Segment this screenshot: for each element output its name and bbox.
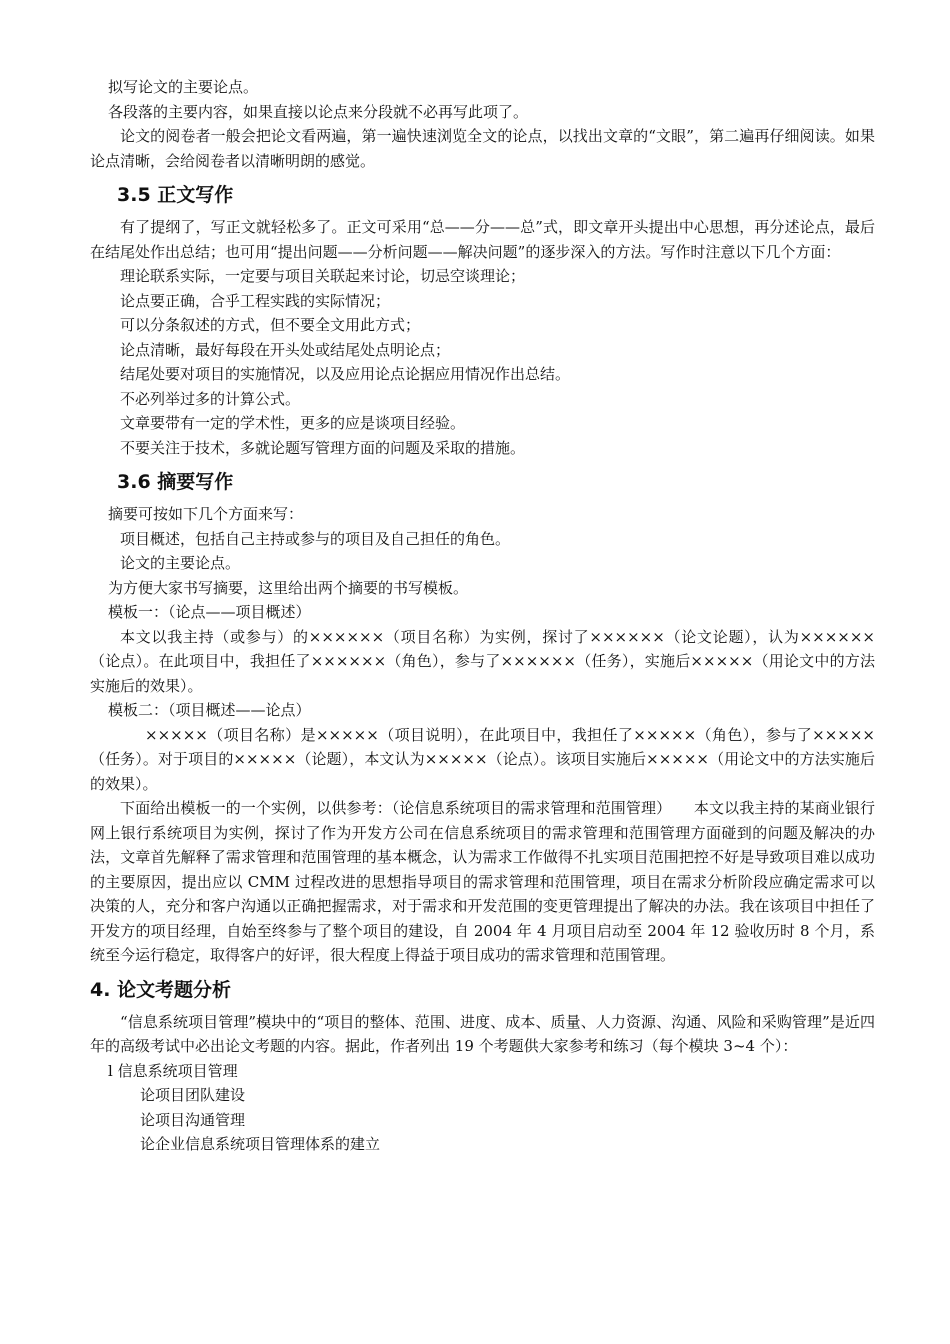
paragraph: 论文的阅卷者一般会把论文看两遍，第一遍快速浏览全文的论点，以找出文章的“文眼”，第二遍再仔细阅读。如果论点清晰，会给阅卷者以清晰明朗的感觉。 (90, 127, 875, 170)
list-item: 论项目沟通管理 (140, 1110, 246, 1129)
list-item: 不必列举过多的计算公式。 (120, 389, 301, 408)
list-item: 结尾处要对项目的实施情况，以及应用论点论据应用情况作出总结。 (120, 365, 571, 383)
section-heading-3-6: 3.6 摘要写作 (117, 471, 234, 493)
section-heading-3-5: 3.5 正文写作 (117, 184, 234, 206)
example-paragraph: 下面给出模板一的一个实例，以供参考：（论信息系统项目的需求管理和范围管理） 本文以我主持的某商业银行网上银行系统项目为实例，探讨了作为开发方公司在信息系统项目的需求管理和范围管理方面碰到的问题及解决的办法，文章首先解释了需求管理和范围管理的基本概念，认为需求工作做得不扎实项目范围把控不好是导致项目难以成功的主要原因，提出应以 CMM 过程改进的思想指导项目的需求管理和范围管理，项目在需求分析阶段应确定需求可以决策的人，充分和客户沟通以正确把握需求，对于需求和开发范围的变更管理提出了解决的办法。我在该项目中担任了开发方的项目经理，自始至终参与了整个项目的建设，自 2004 年 4 月项目启动至 2004 年 12 验收历时 8 个月，系统至今运行稳定，取得客户的好评，很大程度上得益于项目成功的需求管理和范围管理。 (90, 799, 875, 964)
list-item: 论点要正确，合乎工程实践的实际情况； (120, 291, 391, 310)
paragraph: 摘要可按如下几个方面来写： (108, 505, 304, 523)
document-body (90, 75, 875, 1157)
list-item: 论企业信息系统项目管理体系的建立 (140, 1135, 381, 1153)
template-body: ×××××（项目名称）是×××××（项目说明），在此项目中，我担任了×××××（角色），参与了×××××（任务）。对于项目的×××××（论题），本文认为×××××（论点）。该项目实施后×××××（用论文中的方法实施后的效果）。 (90, 725, 875, 793)
paragraph: 为方便大家书写摘要，这里给出两个摘要的书写模板。 (108, 578, 469, 597)
list-item: 项目概述，包括自己主持或参与的项目及自己担任的角色。 (120, 529, 511, 548)
paragraph: “信息系统项目管理”模块中的“项目的整体、范围、进度、成本、质量、人力资源、沟通、风险和采购管理”是近四年的高级考试中必出论文考题的内容。据此，作者列出 19 个考题供大家参考和练习（每个模块 3~4 个）： (90, 1012, 875, 1055)
template-body: 本文以我主持（或参与）的××××××（项目名称）为实例，探讨了××××××（论文论题），认为××××××（论点）。在此项目中，我担任了××××××（角色），参与了××××××（任务），实施后×××××（用论文中的方法实施后的效果）。 (90, 627, 875, 695)
list-item: 论项目团队建设 (140, 1086, 246, 1104)
list-item: 论文的主要论点。 (120, 554, 241, 572)
list-item: 可以分条叙述的方式，但不要全文用此方式； (120, 316, 421, 334)
list-item: 论点清晰，最好每段在开头处或结尾处点明论点； (120, 340, 451, 359)
template-label: 模板二：（项目概述——论点） (108, 701, 311, 719)
paragraph: 有了提纲了，写正文就轻松多了。正文可采用“总——分——总”式，即文章开头提出中心思想，再分述论点，最后在结尾处作出总结；也可用“提出问题——分析问题——解决问题”的逐步深入的方法。写作时注意以下几个方面： (90, 218, 875, 261)
module-label: l 信息系统项目管理 (108, 1061, 238, 1080)
paragraph: 拟写论文的主要论点。 (108, 78, 259, 96)
section-heading-4: 4. 论文考题分析 (90, 978, 232, 1001)
template-label: 模板一：（论点——项目概述） (108, 603, 311, 621)
paragraph: 各段落的主要内容，如果直接以论点来分段就不必再写此项了。 (108, 102, 529, 121)
list-item: 不要关注于技术，多就论题写管理方面的问题及采取的措施。 (120, 438, 526, 457)
list-item: 理论联系实际，一定要与项目关联起来讨论，切忌空谈理论； (120, 267, 526, 285)
list-item: 文章要带有一定的学术性，更多的应是谈项目经验。 (120, 414, 466, 432)
